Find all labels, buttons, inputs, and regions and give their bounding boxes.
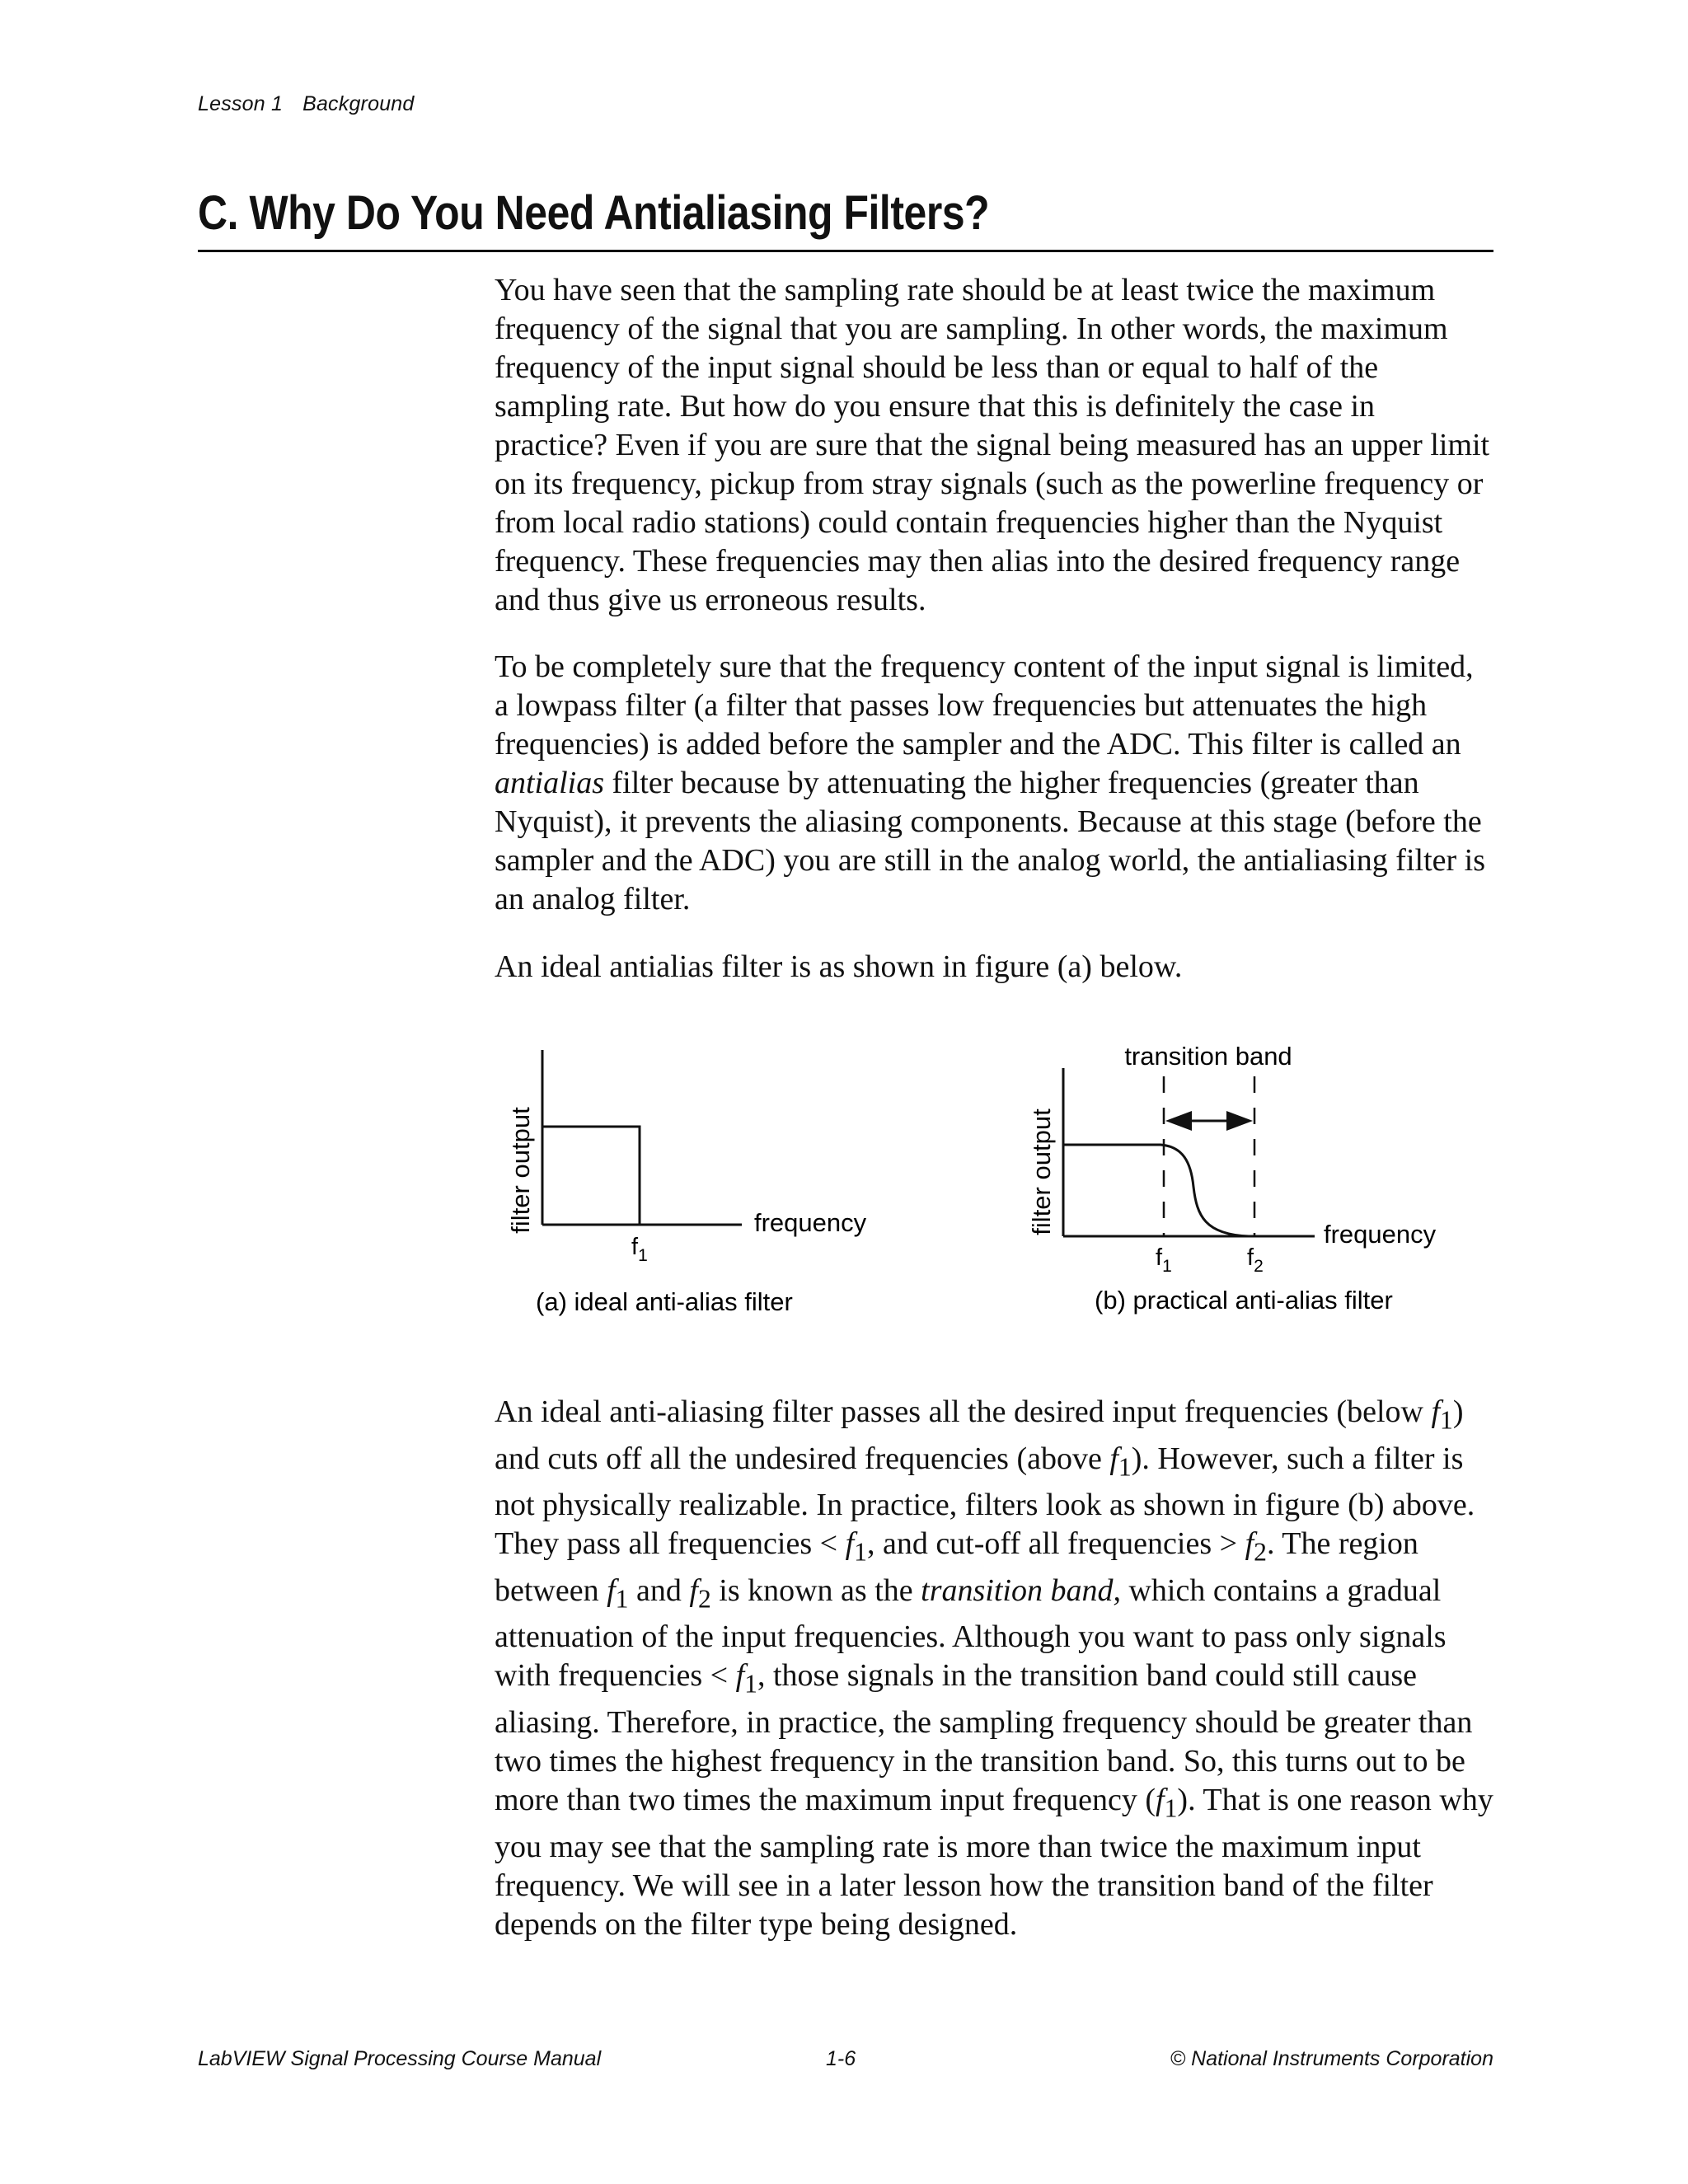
footer-copyright: © National Instruments Corporation (1170, 2047, 1493, 2070)
practical-x-label: frequency (1324, 1220, 1437, 1249)
ideal-f1-label: $f_1$ (631, 1234, 648, 1265)
transition-band-label: transition band (1124, 1042, 1292, 1071)
antialias-term: antialias (495, 766, 605, 800)
filter-figure-svg (486, 1038, 1525, 1352)
practical-caption: (b) practical anti-alias filter (1095, 1286, 1393, 1315)
header-lesson: Lesson 1 (198, 92, 284, 115)
paragraph-4: An ideal anti-aliasing filter passes all the desired input frequencies (below $f_1$) and cuts off all the undesired frequencies (above $f_1$). However, such a filter is not physically realizable. In practice, filters look as shown in figure (b) above. They pass all frequencies < $f_1$, and cut-off all frequencies > $f_2$. The region between $f_1$ and $f_2$ is known as the transition band, which contains a gradual attenuation of the input frequencies. Although you want to pass only signals with frequencies < $f_1$, those signals in the transition band could still cause aliasing. Therefore, in practice, the sampling frequency should be greater than two times the highest frequency in the transition band. So, this turns out to be more than two times the maximum input frequency $(f_1)$. That is one reason why you may see that the sampling rate is more than twice the maximum input frequency. We will see in a later lesson how the transition band of the filter depends on the filter type being designed. (495, 1394, 1493, 1942)
practical-filter-plot (1027, 1042, 1437, 1315)
ideal-y-label: filter output (506, 1107, 535, 1234)
paragraph-1: You have seen that the sampling rate should be at least twice the maximum frequency of the signal that you are sampling. In other words, the maximum frequency of the input signal should be less than or equal to half of the sampling rate. But how do you ensure that this is definitely the case in practice? Even if you are sure that the signal being measured has an upper limit on its frequency, pickup from stray signals (such as the powerline frequency or from local radio stations) could contain frequencies higher than the Nyquist frequency. These frequencies may then alias into the desired frequency range and thus give us erroneous results. (495, 273, 1490, 617)
practical-f2-label: $f_2$ (1247, 1244, 1264, 1276)
running-header (198, 92, 415, 116)
transition-band-arrow-left (1165, 1111, 1192, 1131)
ideal-caption: (a) ideal anti-alias filter (536, 1287, 793, 1316)
paragraph-2: To be completely sure that the frequency content of the input signal is limited, a lowpass filter (a filter that passes low frequencies but attenuates the high frequencies) is added before the sampler and the ADC. This filter is called an antialias filter because by attenuating the higher frequencies (greater than Nyquist), it prevents the aliasing components. Because at this stage (before the sampler and the ADC) you are still in the analog world, the antialiasing filter is an analog filter. (495, 649, 1485, 916)
practical-f1-label: $f_1$ (1156, 1244, 1172, 1276)
paragraph-3: An ideal antialias filter is as shown in figure (a) below. (495, 949, 1183, 984)
ideal-filter-plot (506, 1050, 867, 1316)
practical-response-curve (1063, 1145, 1249, 1236)
transition-band-arrow-right (1226, 1111, 1253, 1131)
ideal-response-curve (542, 1127, 640, 1225)
ideal-x-label: frequency (754, 1208, 867, 1237)
section-title: C. Why Do You Need Antialiasing Filters? (198, 186, 990, 240)
filter-figure (486, 1038, 1525, 1352)
footer-manual-title: LabVIEW Signal Processing Course Manual (198, 2047, 602, 2070)
title-rule (198, 250, 1493, 252)
header-topic: Background (302, 92, 415, 115)
practical-y-label: filter output (1027, 1108, 1056, 1235)
transition-band-term: transition band, (921, 1572, 1121, 1608)
footer-page-number: 1-6 (826, 2047, 856, 2070)
